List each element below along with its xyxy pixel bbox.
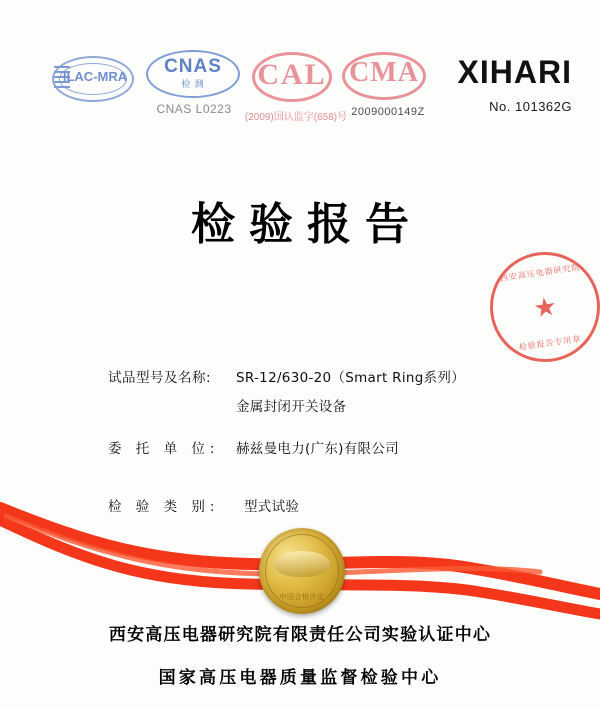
footer (0, 620, 600, 690)
field-value-client: 赫兹曼电力(广东)有限公司 (236, 441, 399, 457)
cnas-label: CNAS (164, 56, 222, 77)
cal-logo (244, 50, 348, 123)
seal-text: 中国合格评定 (279, 593, 325, 601)
footer-line-2: 国家高压电器质量监督检验中心 (158, 668, 442, 688)
seal-emblem-icon (274, 551, 330, 577)
report-number: No. 101362G (489, 99, 572, 114)
official-stamp (483, 245, 600, 369)
field-value-model-line1: SR-12/630-20（Smart Ring系列） (236, 370, 466, 386)
cnas-sub-label: 检 测 (181, 79, 205, 89)
cnas-code: CNAS L0223 (156, 102, 232, 116)
gold-seal (259, 528, 345, 614)
stamp-bottom-text: 检验报告专用章 (518, 334, 582, 352)
footer-line-1: 西安高压电器研究院有限责任公司实验认证中心 (108, 625, 492, 645)
cma-code: 2009000149Z (351, 106, 425, 118)
cma-logo (342, 50, 434, 122)
cma-label: CMA (349, 57, 419, 88)
field-label-client: 委 托 单 位: (108, 441, 220, 457)
field-value-category: 型式试验 (244, 499, 300, 515)
brand-name: XIHARI (457, 54, 572, 90)
accreditation-marks-row (0, 38, 600, 148)
ilac-mra-label: ILAC-MRA (62, 69, 128, 84)
field-label-model: 试品型号及名称: (108, 370, 212, 386)
stamp-top-text: 西安高压电器研究院 (499, 262, 581, 283)
star-icon: ★ (531, 290, 559, 324)
field-row-category (108, 495, 528, 515)
brand-block (458, 54, 572, 114)
field-label-category: 检 验 类 别: (108, 499, 220, 515)
page-title: 检验报告 (191, 199, 423, 250)
field-value-model-line2: 金属封闭开关设备 (236, 399, 347, 415)
field-row-model (108, 366, 528, 415)
ilac-mra-logo (52, 56, 136, 104)
field-list (108, 366, 528, 531)
field-value-model (236, 366, 528, 415)
cal-label: CAL (257, 58, 327, 91)
cal-code: (2009)国认监字(658)号 (244, 112, 348, 123)
field-row-client (108, 437, 528, 457)
